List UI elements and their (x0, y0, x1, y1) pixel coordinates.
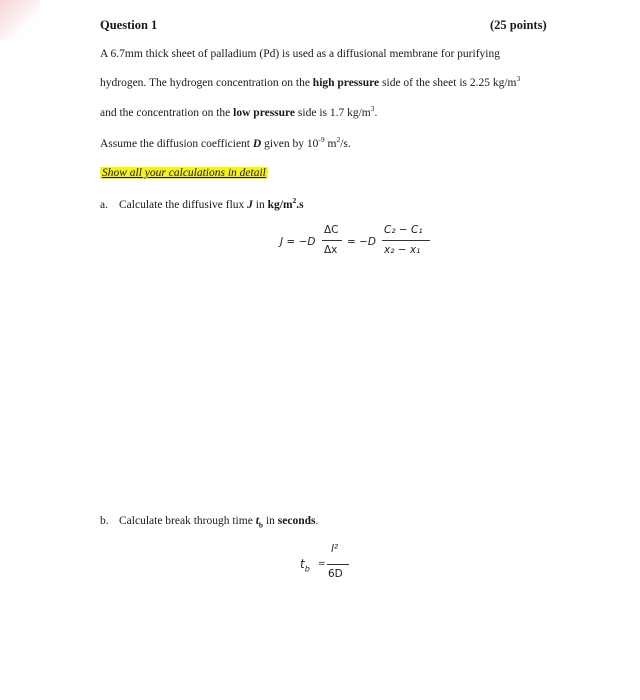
question-points: (25 points) (490, 18, 547, 32)
part-a-prompt: a. Calculate the diffusive flux J in $kg/m^2.s$ (100, 196, 304, 211)
question-title: Question 1 (100, 18, 158, 32)
part-b-prompt: b. Calculate break through time $t_b$ in seconds. (100, 515, 319, 530)
flux-formula-num1: ΔC (324, 224, 339, 236)
flux-formula-den1: Δx (324, 244, 338, 256)
breakthrough-formula-bar (327, 564, 349, 565)
intro-line-4: Assume the diffusion coefficient D given by $10^{-9}$ $m^2/s$. (100, 135, 351, 150)
breakthrough-formula-lhs: $t_b$ (300, 557, 310, 574)
intro-line-3: and the concentration on the low pressure side is 1.7 $kg/m^3$. (100, 104, 378, 119)
flux-formula-mid: = −D (347, 236, 377, 248)
flux-formula-bar2 (382, 240, 430, 241)
flux-formula-den2: x₂ − x₁ (384, 244, 421, 256)
flux-formula-lhs: J = −D (280, 236, 316, 248)
flux-formula-bar1 (322, 240, 342, 241)
breakthrough-formula-eq: = (318, 559, 326, 569)
flux-formula-num2: C₂ − C₁ (384, 224, 423, 236)
corner-decoration (0, 0, 40, 40)
instruction-highlight: Show all your calculations in detail (102, 167, 266, 179)
breakthrough-formula-den: 6D (328, 568, 343, 580)
intro-line-1: A 6.7mm thick sheet of palladium (Pd) is used as a diffusional membrane for purifying (100, 48, 500, 60)
breakthrough-formula-num: l² (331, 543, 339, 555)
intro-line-2: hydrogen. The hydrogen concentration on the high pressure side of the sheet is 2.25 $kg/m^3$ (100, 74, 521, 89)
